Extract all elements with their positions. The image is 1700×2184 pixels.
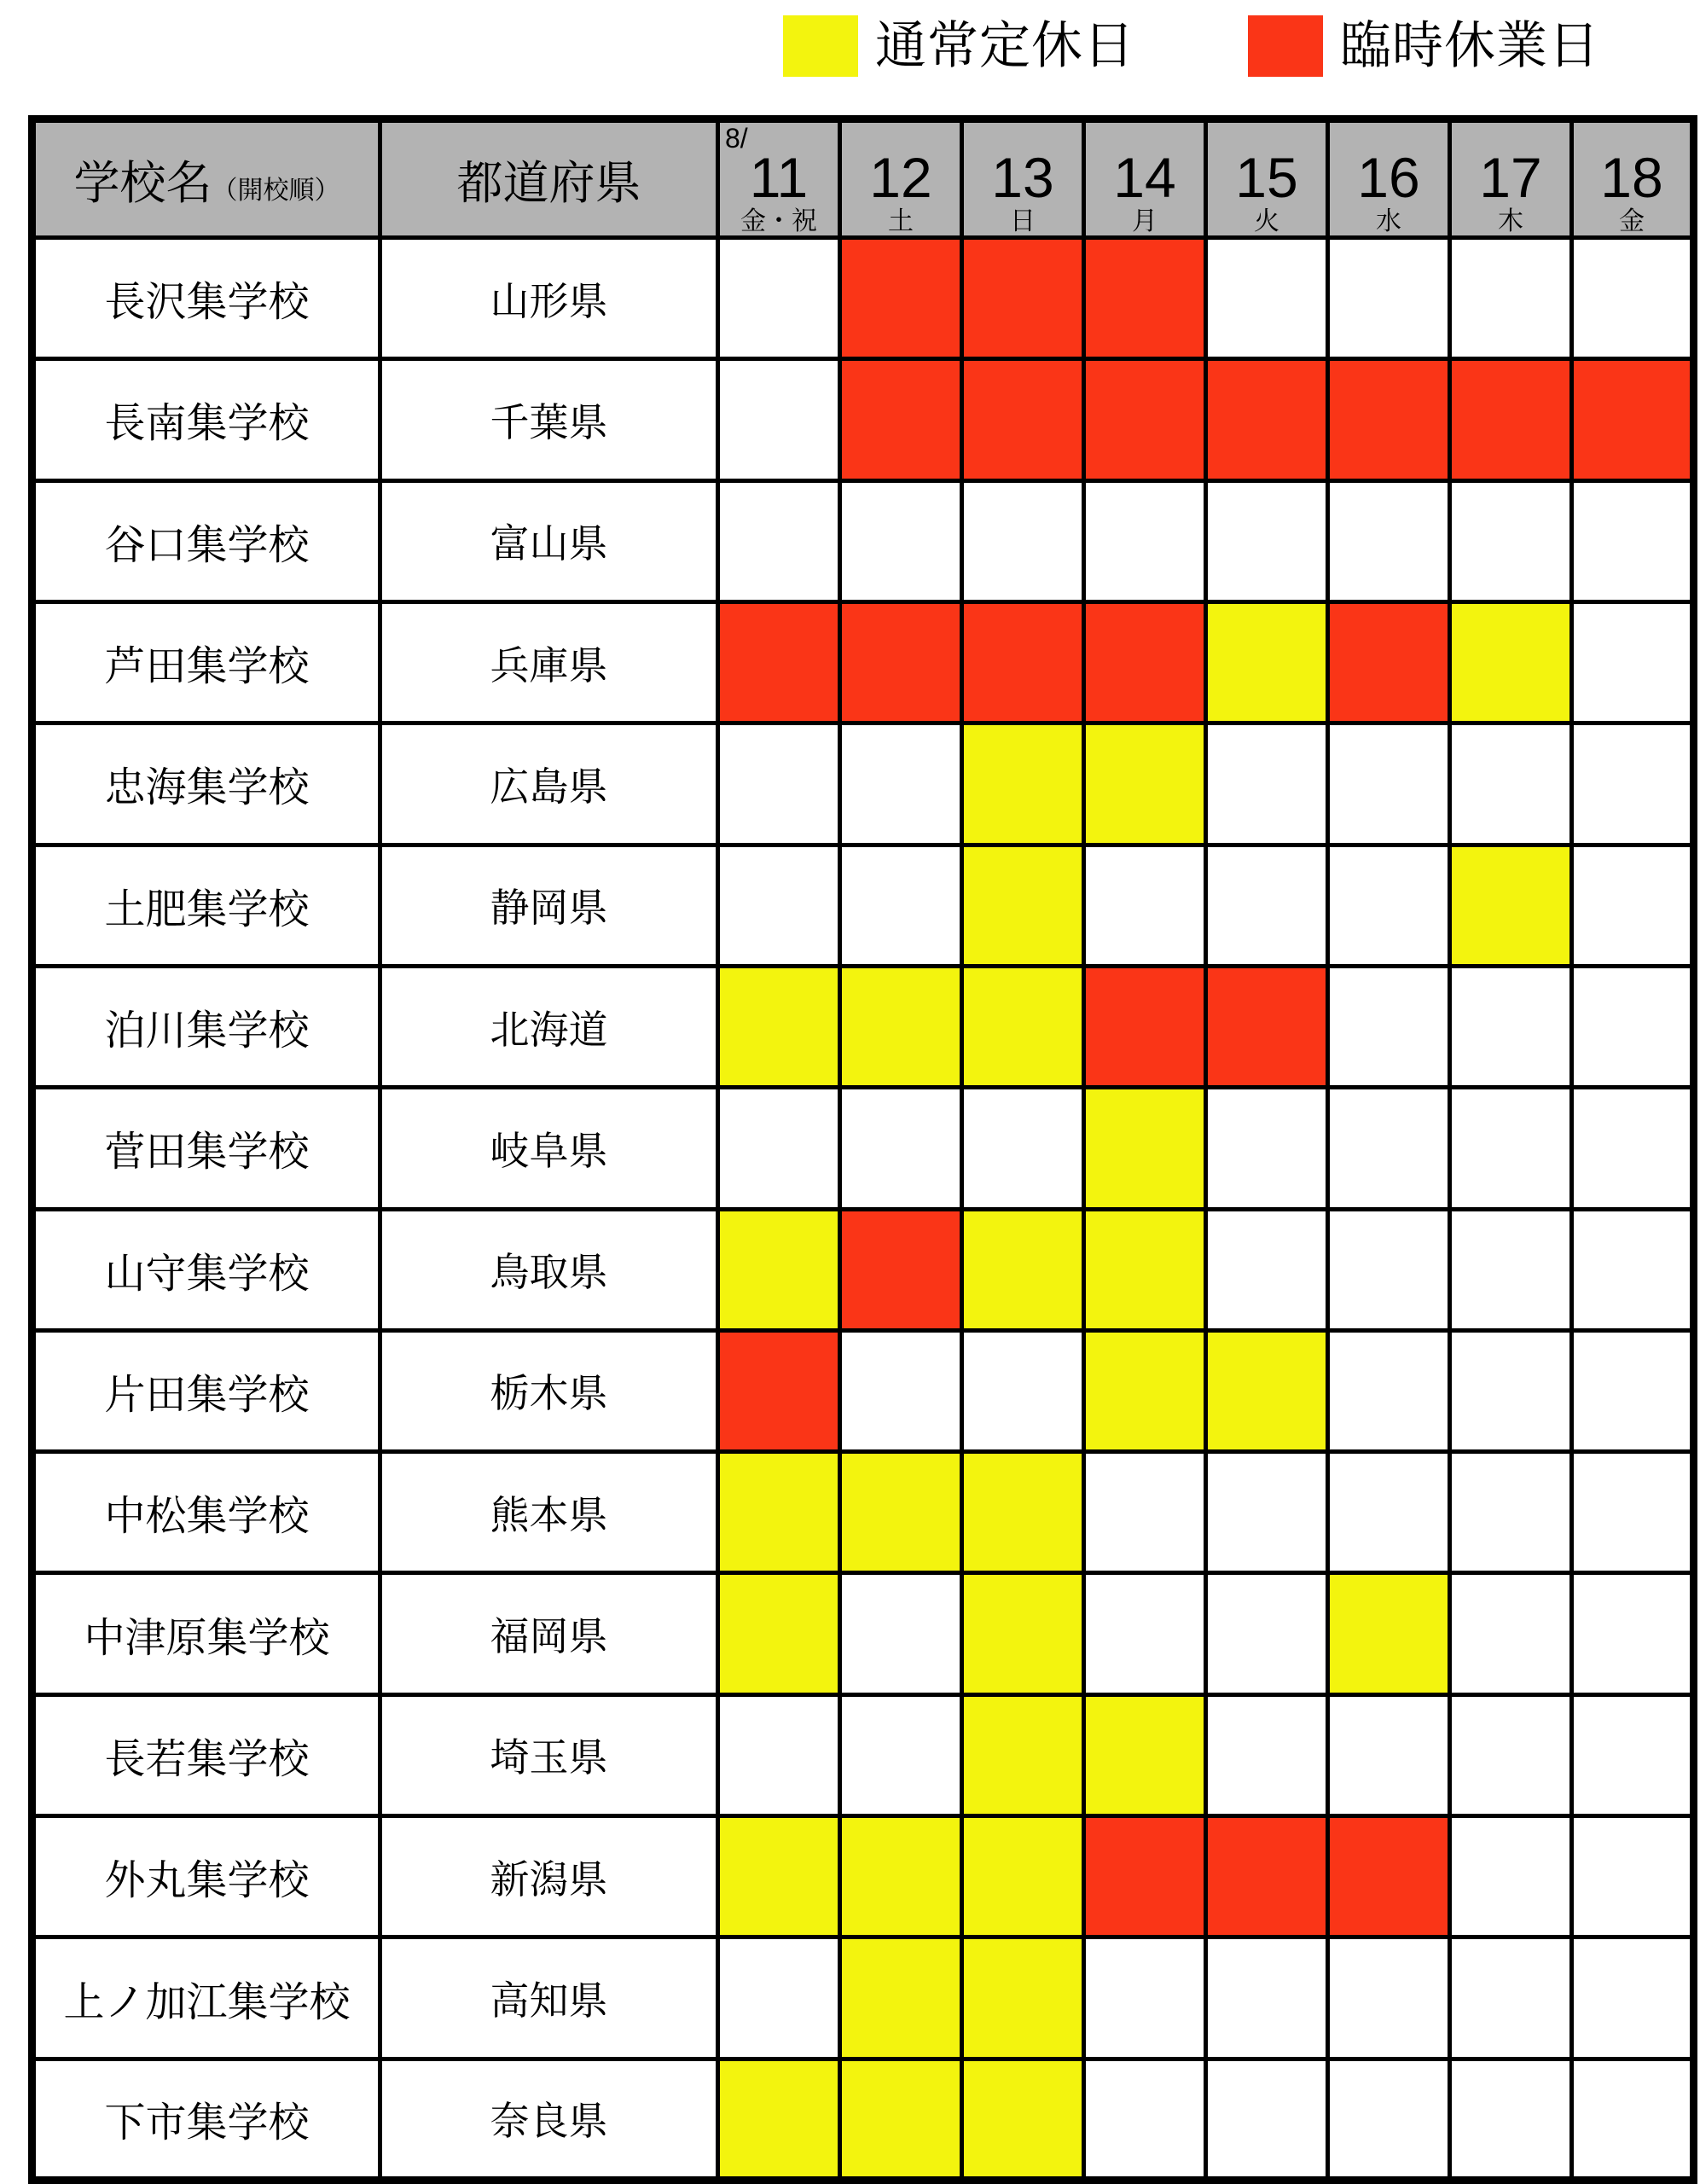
- day-cell-16-open: [1328, 2059, 1450, 2180]
- school-header-label: 学校名: [73, 157, 212, 209]
- day-header-18: [1572, 119, 1694, 238]
- day-cell-16-open: [1328, 1937, 1450, 2059]
- schedule-body: [32, 238, 1694, 2181]
- day-cell-14-temporary-closed: [1084, 601, 1206, 723]
- day-cell-14-normal-closed: [1084, 1209, 1206, 1330]
- legend-normal-swatch: [783, 15, 858, 77]
- day-cell-12-open: [840, 480, 962, 601]
- table-row: [32, 966, 1694, 1087]
- prefecture-cell: 高知県: [380, 1937, 718, 2059]
- prefecture-header: 都道府県: [380, 119, 718, 238]
- day-cell-15-open: [1206, 1088, 1328, 1209]
- school-name-cell: 菅田集学校: [32, 1088, 380, 1209]
- table-row: [32, 601, 1694, 723]
- day-cell-18-open: [1572, 1573, 1694, 1694]
- day-cell-18-open: [1572, 238, 1694, 359]
- day-cell-13-normal-closed: [962, 1573, 1084, 1694]
- day-cell-14-normal-closed: [1084, 1330, 1206, 1451]
- school-name-cell: 長若集学校: [32, 1694, 380, 1815]
- weekday-label: 木: [1498, 207, 1523, 235]
- day-cell-18-open: [1572, 480, 1694, 601]
- day-cell-13-normal-closed: [962, 1209, 1084, 1330]
- school-name-header: [32, 119, 380, 238]
- day-cell-12-open: [840, 1330, 962, 1451]
- legend: [783, 12, 1600, 80]
- day-cell-15-open: [1206, 480, 1328, 601]
- table-row: [32, 1209, 1694, 1330]
- holiday-schedule-table: [28, 115, 1697, 2184]
- day-cell-12-open: [840, 845, 962, 966]
- school-name-cell: 谷口集学校: [32, 480, 380, 601]
- day-cell-14-temporary-closed: [1084, 966, 1206, 1087]
- school-name-cell: 泊川集学校: [32, 966, 380, 1087]
- day-cell-17-normal-closed: [1450, 845, 1572, 966]
- day-cell-12-temporary-closed: [840, 601, 962, 723]
- day-cell-18-open: [1572, 1937, 1694, 2059]
- school-name-cell: 長南集学校: [32, 359, 380, 480]
- day-cell-11-normal-closed: [718, 2059, 840, 2180]
- day-cell-11-open: [718, 1694, 840, 1815]
- day-cell-16-open: [1328, 723, 1450, 845]
- table-row: [32, 1452, 1694, 1573]
- table-row: [32, 2059, 1694, 2180]
- day-cell-14-open: [1084, 480, 1206, 601]
- table-row: [32, 1816, 1694, 1937]
- day-cell-17-open: [1450, 1694, 1572, 1815]
- day-cell-11-open: [718, 1937, 840, 2059]
- day-cell-18-open: [1572, 1088, 1694, 1209]
- day-cell-17-open: [1450, 2059, 1572, 2180]
- legend-temporary-label: 臨時休業日: [1340, 17, 1600, 74]
- day-cell-11-open: [718, 238, 840, 359]
- day-cell-18-open: [1572, 723, 1694, 845]
- day-cell-17-open: [1450, 1573, 1572, 1694]
- day-header-17: [1450, 119, 1572, 238]
- day-cell-11-normal-closed: [718, 1452, 840, 1573]
- day-cell-15-open: [1206, 238, 1328, 359]
- day-cell-14-open: [1084, 1452, 1206, 1573]
- day-cell-12-normal-closed: [840, 966, 962, 1087]
- day-cell-15-open: [1206, 2059, 1328, 2180]
- prefecture-cell: 埼玉県: [380, 1694, 718, 1815]
- day-cell-18-open: [1572, 1452, 1694, 1573]
- day-cell-15-temporary-closed: [1206, 1816, 1328, 1937]
- day-cell-17-open: [1450, 238, 1572, 359]
- day-cell-15-open: [1206, 1573, 1328, 1694]
- day-cell-15-open: [1206, 1452, 1328, 1573]
- prefecture-cell: 富山県: [380, 480, 718, 601]
- day-number: 18: [1600, 146, 1663, 209]
- school-name-cell: 中松集学校: [32, 1452, 380, 1573]
- month-prefix: 8/: [725, 123, 748, 154]
- day-header-11: [718, 119, 840, 238]
- table-row: [32, 1694, 1694, 1815]
- day-cell-11-normal-closed: [718, 1816, 840, 1937]
- day-cell-17-open: [1450, 1209, 1572, 1330]
- day-cell-18-open: [1572, 1209, 1694, 1330]
- day-cell-14-normal-closed: [1084, 723, 1206, 845]
- prefecture-cell: 兵庫県: [380, 601, 718, 723]
- day-cell-14-temporary-closed: [1084, 359, 1206, 480]
- day-number: 17: [1479, 146, 1542, 209]
- day-cell-12-open: [840, 1694, 962, 1815]
- day-cell-13-normal-closed: [962, 723, 1084, 845]
- day-cell-13-normal-closed: [962, 1452, 1084, 1573]
- weekday-label: 月: [1132, 207, 1158, 235]
- day-cell-18-open: [1572, 966, 1694, 1087]
- day-cell-12-normal-closed: [840, 1937, 962, 2059]
- day-cell-13-normal-closed: [962, 845, 1084, 966]
- day-header-16: [1328, 119, 1450, 238]
- day-cell-13-normal-closed: [962, 2059, 1084, 2180]
- day-cell-11-normal-closed: [718, 1573, 840, 1694]
- day-header-14: [1084, 119, 1206, 238]
- day-cell-12-normal-closed: [840, 1816, 962, 1937]
- school-name-cell: 長沢集学校: [32, 238, 380, 359]
- school-name-cell: 土肥集学校: [32, 845, 380, 966]
- day-cell-11-open: [718, 723, 840, 845]
- day-cell-12-normal-closed: [840, 1452, 962, 1573]
- day-cell-18-open: [1572, 601, 1694, 723]
- day-cell-18-open: [1572, 1694, 1694, 1815]
- day-cell-11-open: [718, 845, 840, 966]
- prefecture-cell: 奈良県: [380, 2059, 718, 2180]
- day-cell-15-open: [1206, 1694, 1328, 1815]
- day-cell-18-open: [1572, 1816, 1694, 1937]
- school-name-cell: 片田集学校: [32, 1330, 380, 1451]
- school-name-cell: 上ノ加江集学校: [32, 1937, 380, 2059]
- day-cell-16-open: [1328, 845, 1450, 966]
- day-cell-15-temporary-closed: [1206, 966, 1328, 1087]
- day-cell-13-normal-closed: [962, 1816, 1084, 1937]
- day-cell-15-temporary-closed: [1206, 359, 1328, 480]
- day-cell-16-temporary-closed: [1328, 601, 1450, 723]
- day-cell-14-open: [1084, 845, 1206, 966]
- day-cell-18-temporary-closed: [1572, 359, 1694, 480]
- day-cell-16-open: [1328, 1209, 1450, 1330]
- day-cell-11-normal-closed: [718, 966, 840, 1087]
- day-cell-13-temporary-closed: [962, 238, 1084, 359]
- weekday-label: 金・祝: [740, 207, 817, 235]
- weekday-label: 金: [1619, 207, 1645, 235]
- day-cell-17-open: [1450, 480, 1572, 601]
- day-number: 11: [749, 146, 809, 209]
- day-cell-12-temporary-closed: [840, 1209, 962, 1330]
- table-row: [32, 480, 1694, 601]
- header-row: [32, 119, 1694, 238]
- day-cell-11-normal-closed: [718, 1209, 840, 1330]
- day-cell-16-open: [1328, 1330, 1450, 1451]
- prefecture-cell: 岐阜県: [380, 1088, 718, 1209]
- day-cell-17-open: [1450, 1937, 1572, 2059]
- day-cell-14-temporary-closed: [1084, 238, 1206, 359]
- table-row: [32, 238, 1694, 359]
- school-name-cell: 忠海集学校: [32, 723, 380, 845]
- day-cell-12-normal-closed: [840, 2059, 962, 2180]
- table-row: [32, 1937, 1694, 2059]
- prefecture-cell: 千葉県: [380, 359, 718, 480]
- day-cell-16-open: [1328, 966, 1450, 1087]
- day-cell-17-open: [1450, 1330, 1572, 1451]
- day-cell-18-open: [1572, 845, 1694, 966]
- day-cell-13-normal-closed: [962, 966, 1084, 1087]
- weekday-label: 火: [1254, 207, 1279, 235]
- day-cell-17-open: [1450, 966, 1572, 1087]
- day-header-12: [840, 119, 962, 238]
- day-cell-18-open: [1572, 2059, 1694, 2180]
- day-cell-16-normal-closed: [1328, 1573, 1450, 1694]
- day-header-13: [962, 119, 1084, 238]
- prefecture-cell: 北海道: [380, 966, 718, 1087]
- table-row: [32, 359, 1694, 480]
- table-row: [32, 723, 1694, 845]
- day-cell-16-open: [1328, 480, 1450, 601]
- day-cell-13-temporary-closed: [962, 601, 1084, 723]
- day-number: 16: [1357, 146, 1420, 209]
- day-cell-16-temporary-closed: [1328, 359, 1450, 480]
- prefecture-cell: 山形県: [380, 238, 718, 359]
- day-cell-18-open: [1572, 1330, 1694, 1451]
- day-cell-12-temporary-closed: [840, 238, 962, 359]
- day-cell-14-open: [1084, 2059, 1206, 2180]
- day-cell-16-open: [1328, 1088, 1450, 1209]
- school-name-cell: 下市集学校: [32, 2059, 380, 2180]
- day-cell-12-temporary-closed: [840, 359, 962, 480]
- prefecture-cell: 福岡県: [380, 1573, 718, 1694]
- table-row: [32, 1330, 1694, 1451]
- day-cell-11-open: [718, 1088, 840, 1209]
- day-number: 13: [991, 146, 1054, 209]
- day-cell-12-open: [840, 1573, 962, 1694]
- school-name-cell: 中津原集学校: [32, 1573, 380, 1694]
- day-cell-15-normal-closed: [1206, 601, 1328, 723]
- day-cell-15-open: [1206, 1209, 1328, 1330]
- day-cell-16-temporary-closed: [1328, 1816, 1450, 1937]
- day-cell-17-open: [1450, 723, 1572, 845]
- day-cell-17-normal-closed: [1450, 601, 1572, 723]
- legend-normal-label: 通常定休日: [875, 17, 1135, 74]
- day-cell-11-temporary-closed: [718, 1330, 840, 1451]
- table-row: [32, 845, 1694, 966]
- day-cell-14-normal-closed: [1084, 1694, 1206, 1815]
- day-cell-11-open: [718, 480, 840, 601]
- day-cell-15-open: [1206, 1937, 1328, 2059]
- prefecture-cell: 静岡県: [380, 845, 718, 966]
- day-number: 15: [1235, 146, 1298, 209]
- legend-temporary-swatch: [1248, 15, 1323, 77]
- day-cell-13-normal-closed: [962, 1937, 1084, 2059]
- day-cell-17-open: [1450, 1816, 1572, 1937]
- day-cell-17-open: [1450, 1452, 1572, 1573]
- prefecture-cell: 広島県: [380, 723, 718, 845]
- day-cell-13-open: [962, 1330, 1084, 1451]
- day-cell-13-normal-closed: [962, 1694, 1084, 1815]
- day-header-15: [1206, 119, 1328, 238]
- day-cell-14-open: [1084, 1937, 1206, 2059]
- day-cell-14-normal-closed: [1084, 1088, 1206, 1209]
- day-cell-15-open: [1206, 845, 1328, 966]
- day-cell-14-temporary-closed: [1084, 1816, 1206, 1937]
- day-cell-15-open: [1206, 723, 1328, 845]
- day-cell-16-open: [1328, 238, 1450, 359]
- prefecture-cell: 栃木県: [380, 1330, 718, 1451]
- day-number: 12: [869, 146, 932, 209]
- table-row: [32, 1088, 1694, 1209]
- table-row: [32, 1573, 1694, 1694]
- day-cell-14-open: [1084, 1573, 1206, 1694]
- prefecture-cell: 新潟県: [380, 1816, 718, 1937]
- school-name-cell: 外丸集学校: [32, 1816, 380, 1937]
- day-cell-13-open: [962, 1088, 1084, 1209]
- school-name-cell: 山守集学校: [32, 1209, 380, 1330]
- day-cell-11-open: [718, 359, 840, 480]
- day-cell-16-open: [1328, 1694, 1450, 1815]
- day-cell-13-temporary-closed: [962, 359, 1084, 480]
- day-cell-17-open: [1450, 1088, 1572, 1209]
- day-cell-17-temporary-closed: [1450, 359, 1572, 480]
- school-name-cell: 芦田集学校: [32, 601, 380, 723]
- day-cell-15-normal-closed: [1206, 1330, 1328, 1451]
- day-cell-12-open: [840, 723, 962, 845]
- weekday-label: 水: [1376, 207, 1401, 235]
- school-header-note: （開校順）: [212, 176, 340, 205]
- weekday-label: 土: [888, 207, 914, 235]
- day-number: 14: [1113, 146, 1176, 209]
- prefecture-cell: 熊本県: [380, 1452, 718, 1573]
- day-cell-12-open: [840, 1088, 962, 1209]
- weekday-label: 日: [1010, 207, 1036, 235]
- day-cell-16-open: [1328, 1452, 1450, 1573]
- day-cell-11-temporary-closed: [718, 601, 840, 723]
- prefecture-cell: 鳥取県: [380, 1209, 718, 1330]
- day-cell-13-open: [962, 480, 1084, 601]
